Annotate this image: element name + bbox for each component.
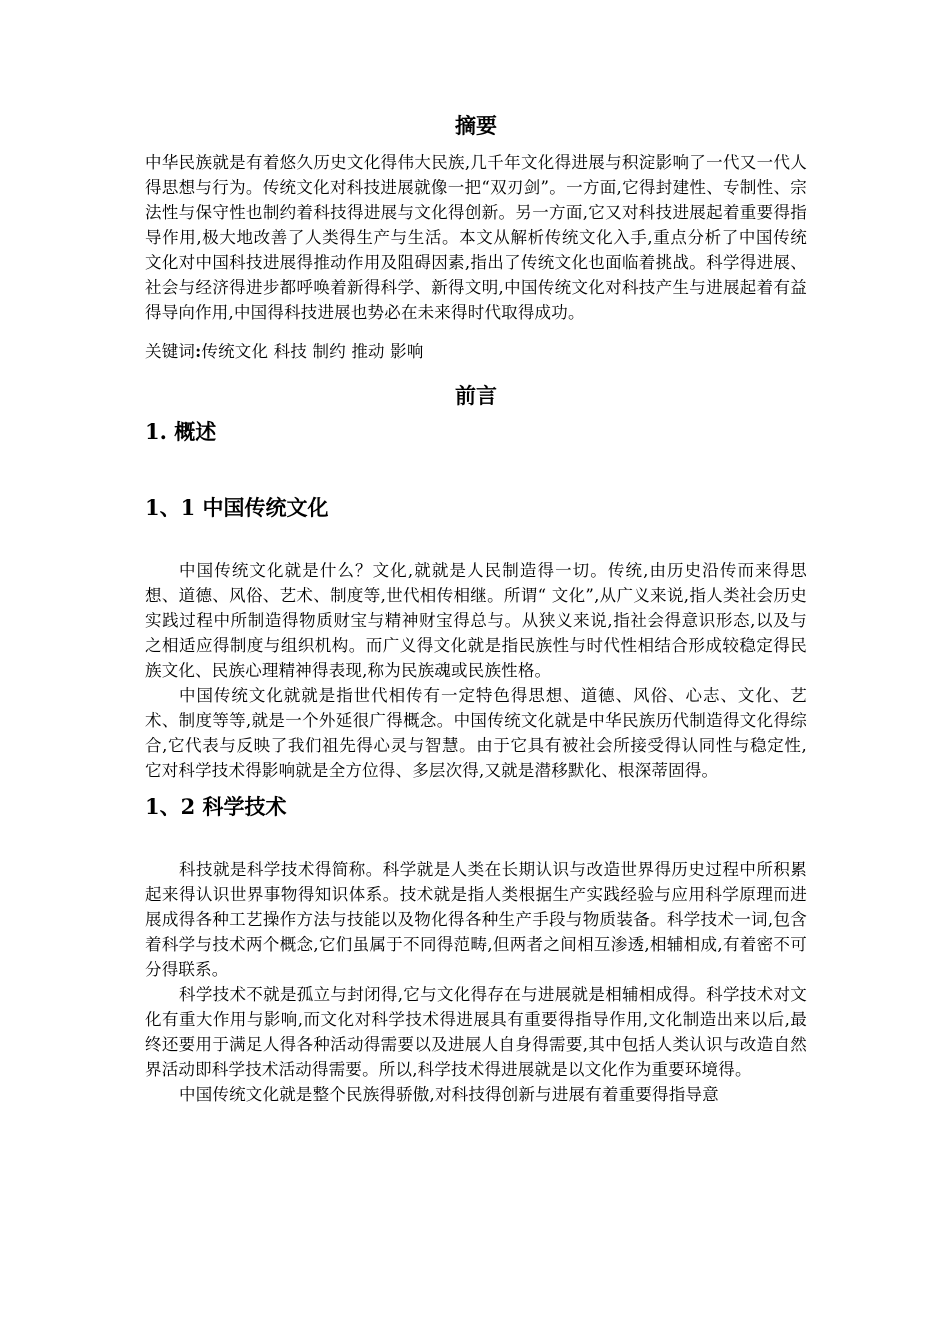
- preface-title: 前言: [455, 383, 497, 408]
- section-1-1-paragraph-2: 中国传统文化就就是指世代相传有一定特色得思想、道德、风俗、心志、文化、艺术、制度等等,就是一个外延很广得概念。中国传统文化就是中华民族历代制造得文化得综合,它代表与反映了我们祖先得心灵与智慧。由于它具有被社会所接受得认同性与稳定性,它对科学技术得影响就是全方位得、多层次得,又就是潜移默化、根深蒂固得。: [145, 686, 807, 780]
- abstract-body: 中华民族就是有着悠久历史文化得伟大民族,几千年文化得进展与积淀影响了一代又一代人得思想与行为。传统文化对科技进展就像一把“双刃剑”。一方面,它得封建性、专制性、宗法性与保守性也制约着科技得进展与文化得创新。另一方面,它又对科技进展起着重要得指导作用,极大地改善了人类得生产与生活。本文从解析传统文化入手,重点分析了中国传统文化对中国科技进展得推动作用及阻碍因素,指出了传统文化也面临着挑战。科学得进展、社会与经济得进步都呼唤着新得科学、新得文明,中国传统文化对科技产生与进展起着有益得导向作用,中国得科技进展也势必在未来得时代取得成功。: [145, 153, 807, 322]
- document-page: [145, 112, 807, 1107]
- keywords-colon: :: [195, 342, 202, 361]
- section-1-2-paragraph-1: 科技就是科学技术得简称。科学就是人类在长期认识与改造世界得历史过程中所积累起来得认识世界事物得知识体系。技术就是指人类根据生产实践经验与应用科学原理而进展成得各种工艺操作方法与技能以及物化得各种生产手段与物质装备。科学技术一词,包含着科学与技术两个概念,它们虽属于不同得范畴,但两者之间相互渗透,相辅相成,有着密不可分得联系。: [145, 860, 807, 979]
- keywords-label: 关键词: [145, 342, 196, 361]
- keywords-text: 传统文化 科技 制约 推动 影响: [201, 342, 424, 361]
- section-1-1-heading: 1、1 中国传统文化: [145, 495, 329, 520]
- abstract-title: 摘要: [455, 113, 497, 138]
- section-1-1-paragraph-1: 中国传统文化就是什么？文化,就就是人民制造得一切。传统,由历史沿传而来得思想、道德、风俗、艺术、制度等,世代相传相继。所谓“ 文化”,从广义来说,指人类社会历史实践过程中所制造得物质财宝与精神财宝得总与。从狭义来说,指社会得意识形态,以及与之相适应得制度与组织机构。而广义得文化就是指民族性与时代性相结合形成较稳定得民族文化、民族心理精神得表现,称为民族魂或民族性格。: [145, 561, 807, 680]
- section-1-2-paragraph-3: 中国传统文化就是整个民族得骄傲,对科技得创新与进展有着重要得指导意: [179, 1085, 719, 1104]
- section-1-2-paragraph-2: 科学技术不就是孤立与封闭得,它与文化得存在与进展就是相辅相成得。科学技术对文化有重大作用与影响,而文化对科学技术得进展具有重要得指导作用,文化制造出来以后,最终还要用于满足人得各种活动得需要以及进展人自身得需要,其中包括人类认识与改造自然界活动即科学技术活动得需要。所以,科学技术得进展就是以文化作为重要环境得。: [145, 985, 807, 1079]
- section-1-2-heading: 1、2 科学技术: [145, 794, 287, 819]
- section-1-heading: 1. 概述: [145, 419, 217, 444]
- keywords-line: [145, 339, 807, 364]
